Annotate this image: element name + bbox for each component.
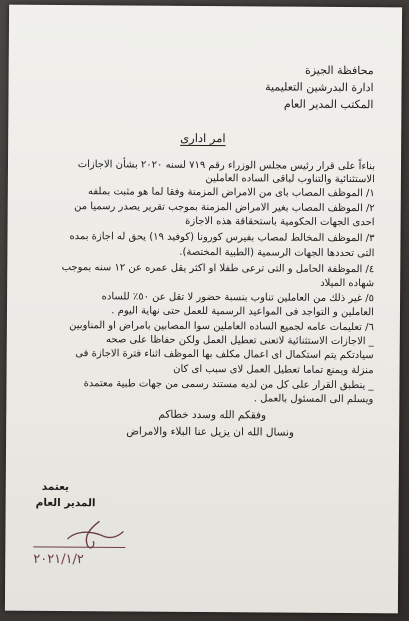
body-line-11: العاملين و التواجد فى المواعيد الرسمية للعمل حتى نهاية اليوم .: [111, 305, 375, 319]
body-line-7: التى تحددها الجهات الرسمية (الطبية المختصة).: [179, 246, 375, 260]
body-line-3: ١/ الموظف المصاب باى من الامراض المزمنة وفقا لما هو مثبت بملفه: [87, 186, 375, 200]
signatory-role: المدير العام: [35, 496, 96, 510]
document-title: امر ادارى: [180, 130, 226, 146]
body-line-13: _ الاجازات الاستثنائية لاتعنى تعطيل العمل ولكن حفاظا على صحه: [105, 334, 374, 348]
body-line-8: ٤/ الموظفة الحامل و التى ترعى طفلا او اكثر يقل عمره عن ١٢ سنه بموجب: [61, 262, 375, 276]
body-line-12: ٦/ تعليمات عامه لجميع الساده العاملين سوا المصابين بامراض او المناوبين: [69, 320, 374, 334]
header-governorate: محافظة الجيزة: [304, 63, 374, 78]
header-administration: ادارة البدرشين التعليمية: [265, 80, 374, 95]
body-line-17: ويسلم الى المسئول بالعمل .: [253, 393, 374, 406]
body-line-6: ٣/ الموظف المخالط لمصاب بفيرس كورونا (كوفيد ١٩) يحق له اجازة بمده: [69, 231, 375, 245]
document-page: [5, 5, 402, 614]
approval-label: يعتمد: [41, 480, 70, 494]
body-line-1: بناءاً على قرار رئيس مجلس الوزراء رقم ٧١٩ لسنه ٢٠٢٠ بشأن الاجازات: [77, 159, 376, 173]
closing-line-2: ونسال الله ان يزيل عنا البلاء والامراض: [126, 425, 295, 439]
body-line-14: سيادتكم يتم استكمال اى اعمال مكلف بها الموظف اثناء فترة الاجازة فى: [75, 348, 374, 362]
body-line-9: شهاده الميلاد: [320, 277, 375, 290]
closing-line-1: وفقكم الله وسدد خطاكم: [158, 408, 267, 422]
handwritten-date: ٢٠٢١/١/٢: [33, 551, 84, 568]
body-line-16: _ ينطبق القرار على كل من لديه مستند رسمى من جهات طبية معتمدة: [83, 378, 374, 392]
body-line-5: احدى الجهات الحكومية باستحقاقة هذه الاجازة: [185, 215, 375, 229]
body-line-4: ٢/ الموظف المصاب بغير الامراض المزمنة بموجب تقرير يصدر رسميا من: [74, 201, 375, 215]
body-line-15: منزلة ويمنع تماما تعطيل العمل لاى سبب اى كان: [173, 363, 374, 377]
handwritten-signature: [29, 517, 130, 590]
body-line-2: الاستثنائية والتناوب لباقى الساده العاملين: [205, 173, 375, 186]
header-office: المكتب المدير العام: [283, 97, 374, 112]
body-line-10: ٥/ غير ذلك من العاملين تناوب بنسبة حضور لا تقل عن ٥٠٪ للساده: [101, 291, 375, 305]
